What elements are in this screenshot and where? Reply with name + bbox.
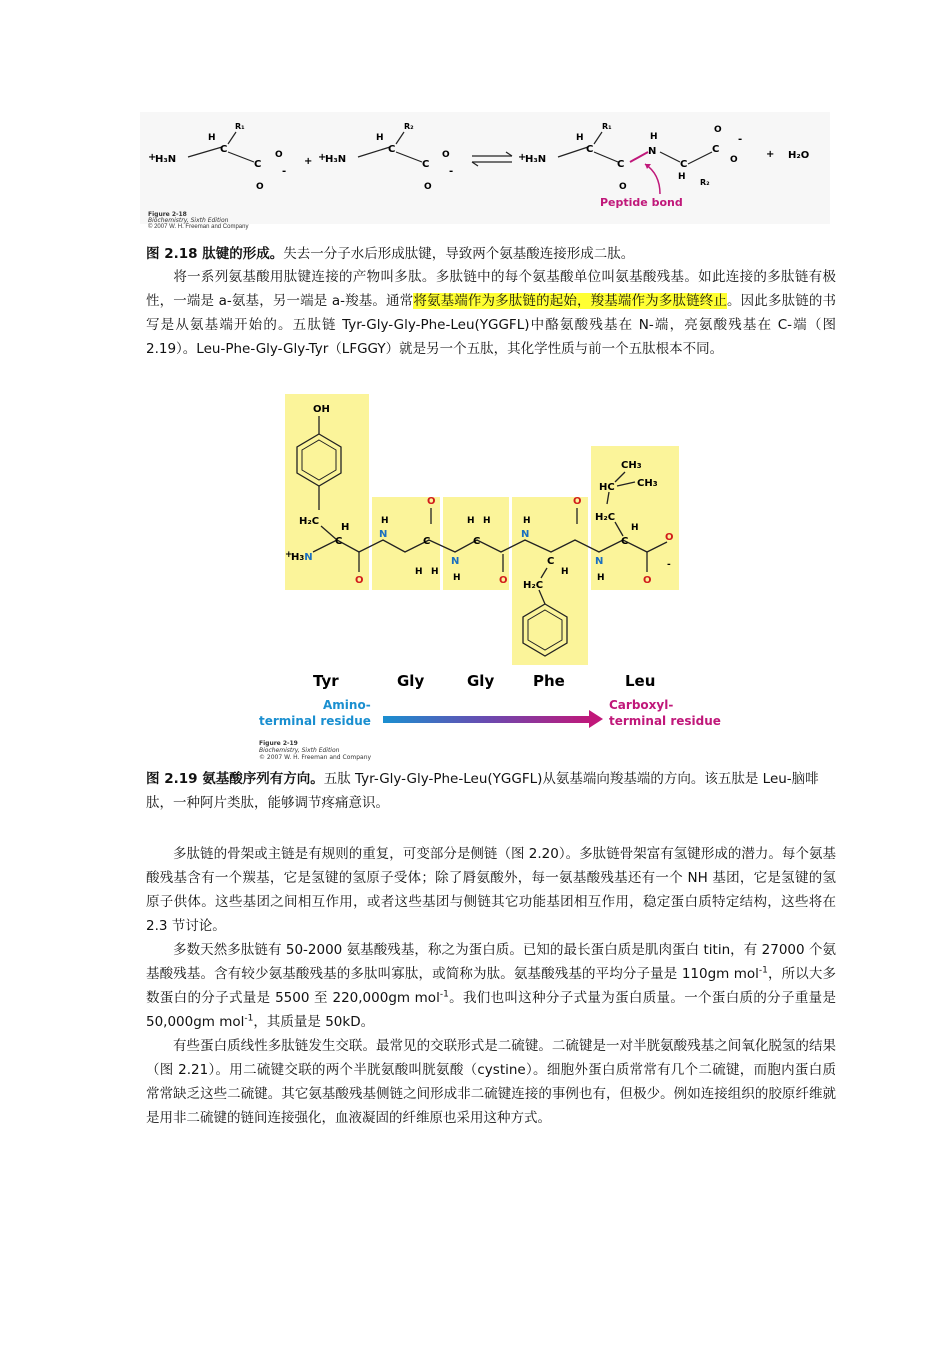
svg-text:C: C [254,159,262,170]
dipeptide-nh3: H₃N [525,154,547,165]
svg-text:-: - [449,166,454,177]
svg-text:CH3: CH3 [637,478,658,489]
svg-text:H: H [431,567,439,577]
carboxyl-terminal-label-2: terminal residue [609,714,721,728]
svg-text:N: N [648,146,657,157]
svg-text:O: O [256,182,264,192]
svg-text:C: C [680,159,688,170]
figure-2-18-peptide-bond-formation [140,112,830,224]
amino-2-nh3: H₃N [325,154,347,165]
residue-label-gly-2: Gly [467,672,495,690]
caption-2-19-label: 图 2.19 氨基酸序列有方向。 [146,771,324,787]
svg-text:O: O [355,575,364,586]
paragraph-4-text: 有些蛋白质线性多肽链发生交联。最常见的交联形式是二硫键。二硫键是一对半胱氨酸残基之间氧化脱氢的结果（图 2.21）。用二硫键交联的两个半胱氨酸叫胱氨酸（cystine）。细胞外蛋白质常常有几个二硫键，而胞内蛋白质常常缺乏这些二硫键。其它氨基酸残基侧链之间形成非二硫键连接的事例也有，但极少。例如连接组织的胶原纤维就是用非二硫键的链间连接强化，血液凝固的纤维原也采用这种方式。 [146,1038,836,1126]
svg-text:C: C [335,536,343,547]
svg-text:N: N [521,529,530,540]
svg-text:H: H [561,567,569,577]
svg-text:H: H [376,133,384,143]
r1-label: R₁ [235,122,245,131]
svg-text:N: N [379,529,388,540]
fig-2-19-copyright: © 2007 W. H. Freeman and Company [259,754,372,761]
amino-terminal-label-1: Amino- [323,698,371,712]
svg-text:H: H [415,567,423,577]
svg-text:OH: OH [313,404,330,415]
fig-2-18-small-label: Figure 2-18 [148,211,187,218]
residue-label-leu: Leu [625,672,656,690]
svg-text:H: H [341,522,350,533]
svg-text:C: C [422,159,430,170]
carboxyl-terminal-label-1: Carboxyl- [609,698,674,712]
svg-text:CH3: CH3 [621,460,642,471]
paragraph-2-text: 多肽链的骨架或主链是有规则的重复，可变部分是侧链（图 2.20）。多肽链骨架富有氢键形成的潜力。每个氨基酸残基含有一个羰基，它是氢键的氢原子受体；除了脣氨酸外，每一氨基酸残基还有一个 NH 基团，它是氢键的氢原子供体。这些基团之间相互作用，或者这些基团与侧链其它功能基团相互作用，稳定蛋白质特定结构，这些将在 2.3 节讨论。 [146,846,836,934]
svg-text:-: - [667,560,671,570]
caption-2-18 [146,242,836,266]
svg-text:H: H [678,172,686,182]
figure-2-19-pentapeptide [255,392,735,764]
svg-text:H: H [650,132,658,142]
svg-text:H: H [631,523,639,533]
svg-text:O: O [499,575,508,586]
svg-text:C: C [388,144,396,155]
svg-text:H3N: H3N [291,552,313,563]
paragraph-3-text-a: 多数天然多肽链有 50-2000 氨基酸残基，称之为蛋白质。已知的最长蛋白质是肌肉蛋白 titin，有 27000 个氨基酸残基。含有较少氨基酸残基的多肽叫寡肽，或简称为肽。氨基酸残基的平均分子量是 110gm mol [146,942,836,982]
dipeptide-r1-label: R₁ [602,122,612,131]
svg-text:H: H [467,516,475,526]
caption-2-18-label: 图 2.18 肽键的形成。 [146,246,284,262]
water-label: H₂O [788,150,810,161]
fig-2-18-copyright: © 2007 W. H. Freeman and Company [148,224,249,230]
residue-label-gly-1: Gly [397,672,425,690]
svg-text:+: + [304,156,313,167]
paragraph-3-sup-3: -1 [244,1013,254,1024]
svg-text:H: H [453,573,461,583]
svg-text:-: - [738,134,743,145]
svg-text:+: + [285,550,293,560]
svg-text:H₂C: H₂C [523,580,544,591]
svg-text:+: + [148,152,157,163]
svg-text:O: O [643,575,652,586]
svg-text:O: O [275,150,283,160]
peptide-bond-label: Peptide bond [600,196,683,209]
svg-text:C: C [621,536,629,547]
paragraph-4 [146,1034,836,1130]
svg-text:O: O [424,182,432,192]
svg-text:O: O [573,496,582,507]
amino-terminal-label-2: terminal residue [259,714,371,728]
paragraph-1-highlight: 将氨基端作为多肽链的起始，羧基端作为多肽链终止 [413,293,728,309]
svg-text:O: O [427,496,436,507]
caption-2-18-text: 失去一分子水后形成肽键，导致两个氨基酸连接形成二肽。 [283,246,635,262]
svg-text:H: H [483,516,491,526]
caption-2-19-text: 五肽 Tyr-Gly-Gly-Phe-Leu(YGGFL)从氨基端向羧基端的方向。该五肽是 Leu-脑啡肽，一种阿片类肽，能够调节疼痛意识。 [146,771,819,811]
svg-text:C: C [712,144,720,155]
r2-label: R₂ [404,122,414,131]
svg-text:O: O [442,150,450,160]
svg-text:O: O [714,125,722,135]
svg-text:H: H [523,516,531,526]
svg-text:+: + [518,152,527,163]
paragraph-2 [146,842,836,938]
paragraph-3-text-b: ，所以大多数蛋白的分子式量是 5500 至 220,000gm mol [146,966,837,1006]
svg-text:N: N [451,556,460,567]
paragraph-3-text-c: 。我们也叫这种分子式量为蛋白质量。一个蛋白质的分子重量是 50,000gm mol [146,990,836,1030]
svg-text:-: - [282,166,287,177]
svg-text:+: + [766,149,775,160]
svg-text:N: N [595,556,604,567]
paragraph-1 [146,265,836,361]
svg-text:H₂C: H₂C [299,516,320,527]
fig-2-19-small-book: Biochemistry, Sixth Edition [259,747,340,754]
residue-label-tyr: Tyr [313,672,339,690]
residue-label-phe: Phe [533,672,565,690]
fig-2-18-small-book: Biochemistry, Sixth Edition [148,217,229,224]
svg-text:C: C [220,144,228,155]
svg-text:H: H [208,133,216,143]
svg-text:O: O [730,155,738,165]
paragraph-3-sup-1: -1 [758,965,768,976]
amino-1-nh3: H₃N [155,154,177,165]
svg-text:C: C [423,536,431,547]
svg-text:H: H [381,516,389,526]
svg-text:H: H [576,133,584,143]
svg-text:C: C [547,556,555,567]
svg-text:C: C [586,144,594,155]
svg-text:+: + [318,152,327,163]
svg-text:H: H [597,573,605,583]
svg-text:O: O [619,182,627,192]
svg-text:HC: HC [599,482,615,493]
paragraph-3-sup-2: -1 [439,989,449,1000]
svg-text:O: O [665,532,674,543]
fig-2-19-small-label: Figure 2-19 [259,740,298,747]
paragraph-1-text-b: 。因此多肽链的书写是从氨基端开始的。五肽链 Tyr-Gly-Gly-Phe-Leu(YGGFL)中酪氨酸残基在 N-端，亮氨酸残基在 C-端（图 2.19）。Leu-Phe-Gly-Gly-Tyr（LFGGY）就是另一个五肽，其化学性质与前一个五肽根本不同。 [146,293,837,357]
direction-arrow-icon [383,716,591,723]
svg-text:C: C [617,159,625,170]
svg-text:C: C [473,536,481,547]
svg-text:H₂C: H₂C [595,512,616,523]
paragraph-3-text-d: ，其质量是 50kD。 [253,1014,375,1030]
paragraph-3 [146,938,836,1034]
caption-2-19 [146,767,836,815]
paragraph-1-text-a: 将一系列氨基酸用肽键连接的产物叫多肽。多肽链中的每个氨基酸单位叫氨基酸残基。如此连接的多肽链有极性，一端是 a-氨基，另一端是 a-羧基。通常 [146,269,836,309]
dipeptide-r2-label: R₂ [700,178,710,187]
